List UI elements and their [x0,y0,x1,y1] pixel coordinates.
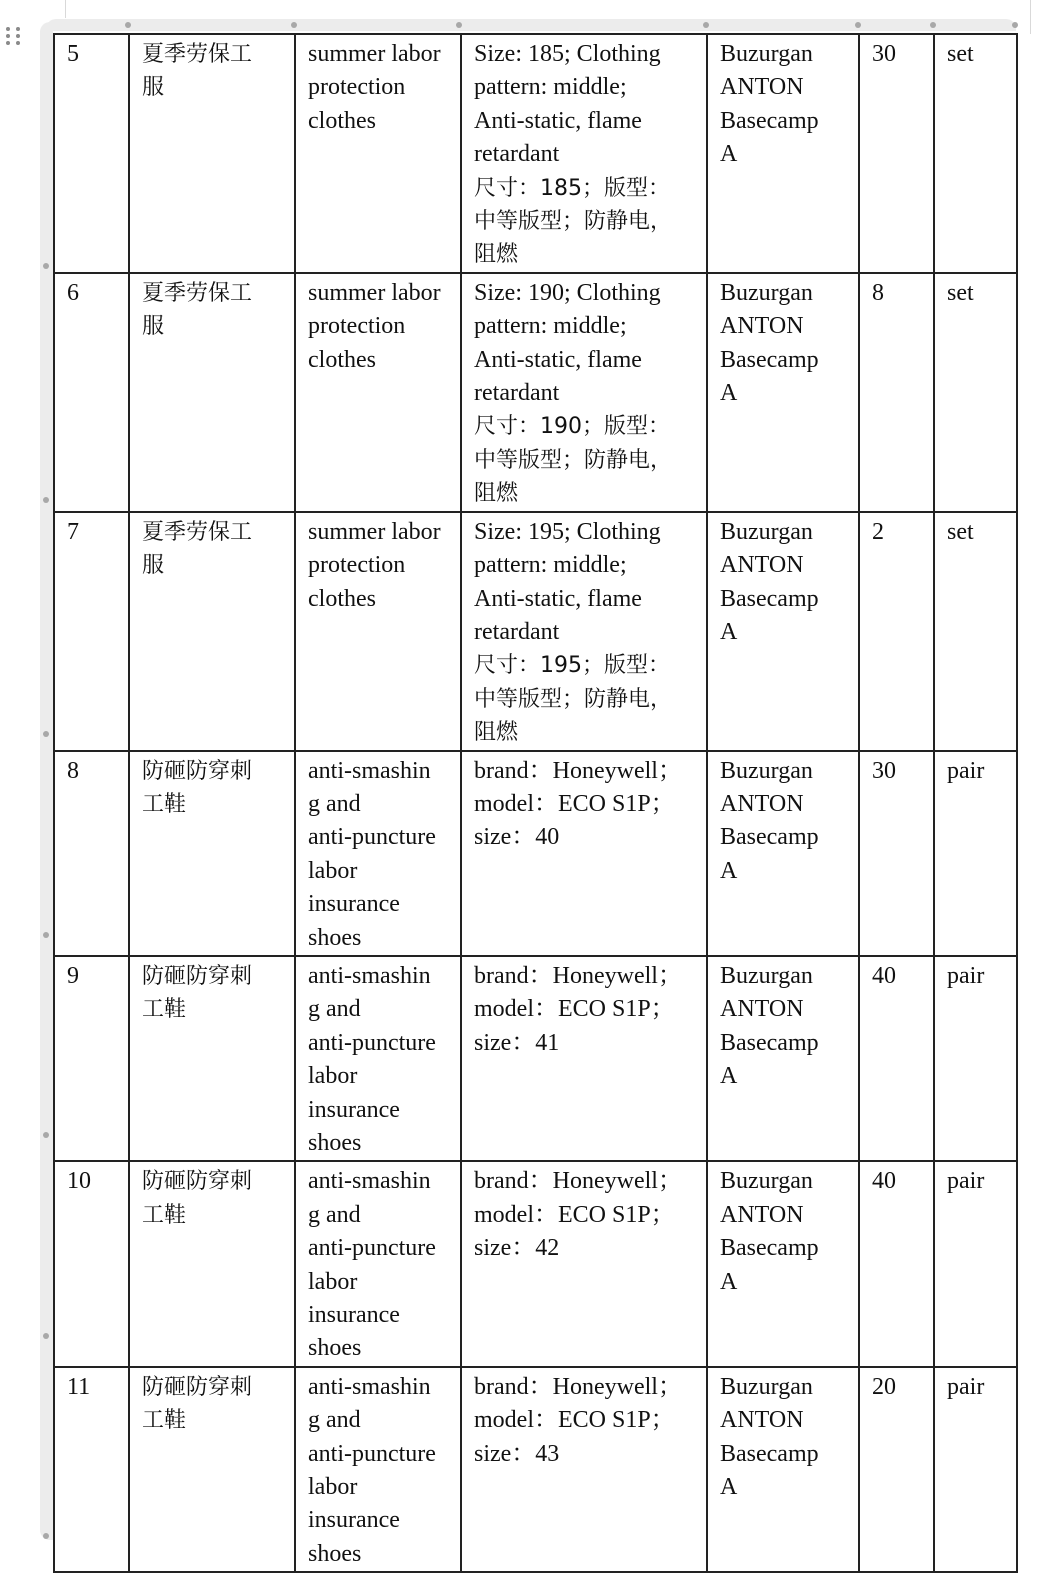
item-name-zh-cell-line: 防砸防穿刺 [142,1169,253,1195]
item-spec-cell-line: size：43 [474,1440,560,1467]
item-number-cell[interactable] [54,1161,129,1366]
delivery-location-cell-line: ANTON [720,1407,804,1434]
delivery-location-cell-line: Buzurgan [720,41,813,67]
unit-cell-text: set [947,41,974,67]
item-name-zh-cell-line: 工鞋 [142,1408,187,1434]
item-spec-cell-line: brand：Honeywell； [474,1373,682,1400]
item-spec-cell-line: size：40 [474,824,560,851]
delivery-location-cell-line: Basecamp [720,346,819,373]
item-name-en-cell-line: clothes [308,346,376,373]
item-name-zh-cell-line: 夏季劳保工 [142,280,253,306]
item-spec-cell-line: 尺寸：185；版型： [474,175,670,201]
item-name-en-cell-line: anti-smashin [308,1373,431,1400]
item-spec-cell[interactable] [461,956,707,1161]
item-spec-cell-line: Anti-static, flame [474,346,642,373]
page-edge [65,0,66,18]
item-name-en-cell-line: shoes [308,1130,362,1156]
item-name-zh-cell-line: 工鞋 [142,997,187,1023]
quantity-cell-text: 20 [872,1373,896,1400]
item-spec-cell[interactable] [461,1161,707,1366]
delivery-location-cell-line: A [720,857,738,884]
item-number-cell[interactable] [54,956,129,1161]
item-name-en-cell-line: shoes [308,924,362,951]
delivery-location-cell-line: Basecamp [720,1029,819,1056]
item-name-en-cell-line: labor [308,1268,358,1295]
item-name-en-cell-line: summer labor [308,279,441,306]
item-name-en-cell-line: g and [308,1201,361,1228]
table-row [54,512,1017,751]
quantity-cell[interactable] [859,512,934,751]
row-resize-handle[interactable] [43,1533,49,1539]
item-name-en-cell-line: anti-smashin [308,1168,431,1195]
item-name-en-cell-line: anti-puncture [308,1235,436,1262]
table-row [54,1367,1017,1572]
unit-cell-text: set [947,518,974,545]
item-name-en-cell-line: insurance [308,1507,400,1534]
item-spec-cell-line: 中等版型；防静电， [474,209,673,235]
item-name-en-cell-line: protection [308,74,406,101]
item-name-zh-cell[interactable] [129,751,295,956]
column-resize-handle[interactable] [1012,22,1018,28]
table-row-ruler [40,22,53,1540]
delivery-location-cell-line: Buzurgan [720,518,813,545]
column-resize-handle[interactable] [291,22,297,28]
item-spec-cell-line: 尺寸：190；版型： [474,414,670,440]
item-spec-cell-line: size：41 [474,1029,560,1056]
item-name-en-cell-line: anti-puncture [308,1440,436,1467]
delivery-location-cell-line: A [720,1268,738,1295]
item-name-zh-cell-line: 服 [142,553,165,579]
item-name-zh-cell[interactable] [129,1367,295,1572]
item-spec-cell-line: Anti-static, flame [474,107,642,134]
delivery-location-cell[interactable] [707,751,859,956]
item-spec-cell-line: brand：Honeywell； [474,962,682,989]
item-name-zh-cell[interactable] [129,512,295,751]
item-spec-cell[interactable] [461,34,707,273]
item-number-cell-text: 10 [67,1168,91,1195]
quantity-cell-text: 30 [872,41,896,67]
item-name-zh-cell-line: 防砸防穿刺 [142,963,253,989]
item-number-cell[interactable] [54,751,129,956]
item-name-en-cell-line: anti-smashin [308,962,431,989]
unit-cell-text: pair [947,962,985,989]
unit-cell[interactable] [934,512,1017,751]
delivery-location-cell-line: Buzurgan [720,962,813,989]
item-name-en-cell-line: clothes [308,585,376,612]
item-spec-cell-line: Size: 185; Clothing [474,41,661,67]
item-name-en-cell-line: labor [308,1474,358,1501]
delivery-location-cell-line: Basecamp [720,824,819,851]
row-resize-handle[interactable] [43,932,49,938]
item-name-en-cell-line: clothes [308,107,376,134]
delivery-location-cell[interactable] [707,512,859,751]
unit-cell[interactable] [934,34,1017,273]
row-resize-handle[interactable] [43,263,49,269]
item-name-en-cell-line: summer labor [308,518,441,545]
item-spec-cell-line: retardant [474,141,560,168]
delivery-location-cell-line: Basecamp [720,585,819,612]
delivery-location-cell[interactable] [707,1161,859,1366]
item-number-cell-text: 8 [67,757,79,784]
row-resize-handle[interactable] [43,497,49,503]
items-table [53,33,1018,1573]
item-spec-cell-line: retardant [474,618,560,645]
delivery-location-cell-line: Basecamp [720,107,819,134]
unit-cell-text: pair [947,1373,985,1400]
delivery-location-cell[interactable] [707,1367,859,1572]
page-edge [1030,0,1031,34]
table-row [54,34,1017,273]
item-number-cell[interactable] [54,512,129,751]
delivery-location-cell-line: ANTON [720,74,804,101]
delivery-location-cell-line: Basecamp [720,1235,819,1262]
table-column-ruler [46,19,1016,31]
item-name-en-cell[interactable] [295,956,461,1161]
item-name-zh-cell-line: 工鞋 [142,1202,187,1228]
unit-cell[interactable] [934,1161,1017,1366]
item-name-en-cell[interactable] [295,1161,461,1366]
item-name-en-cell[interactable] [295,34,461,273]
quantity-cell-text: 8 [872,279,884,306]
row-resize-handle[interactable] [43,1333,49,1339]
delivery-location-cell-line: A [720,1474,738,1501]
table-row [54,273,1017,512]
delivery-location-cell-line: ANTON [720,552,804,579]
unit-cell-text: set [947,279,974,306]
item-spec-cell-line: pattern: middle; [474,552,627,579]
item-name-en-cell-line: summer labor [308,41,441,67]
item-name-en-cell-line: g and [308,1407,361,1434]
table-row [54,751,1017,956]
delivery-location-cell[interactable] [707,273,859,512]
item-name-en-cell-line: anti-puncture [308,1029,436,1056]
column-resize-handle[interactable] [855,22,861,28]
delivery-location-cell-line: ANTON [720,790,804,817]
unit-cell[interactable] [934,751,1017,956]
quantity-cell[interactable] [859,1367,934,1572]
delivery-location-cell-line: A [720,618,738,645]
quantity-cell-text: 40 [872,962,896,989]
item-spec-cell[interactable] [461,1367,707,1572]
item-name-zh-cell[interactable] [129,34,295,273]
item-spec-cell-line: 阻燃 [474,242,519,268]
item-spec-cell-line: brand：Honeywell； [474,1168,682,1195]
item-name-zh-cell-line: 防砸防穿刺 [142,758,253,784]
quantity-cell[interactable] [859,34,934,273]
item-name-en-cell[interactable] [295,512,461,751]
delivery-location-cell-line: Buzurgan [720,1168,813,1195]
column-resize-handle[interactable] [456,22,462,28]
item-name-en-cell-line: labor [308,1063,358,1090]
item-name-en-cell-line: shoes [308,1335,362,1362]
item-name-zh-cell-line: 夏季劳保工 [142,42,253,67]
item-name-zh-cell[interactable] [129,956,295,1161]
table-row [54,956,1017,1161]
item-name-en-cell-line: shoes [308,1540,362,1567]
table-row [54,1161,1017,1366]
item-spec-cell-line: pattern: middle; [474,313,627,340]
delivery-location-cell-line: A [720,1063,738,1090]
item-number-cell-text: 11 [67,1373,91,1400]
item-spec-cell-line: retardant [474,380,560,407]
item-name-zh-cell-line: 服 [142,75,165,101]
unit-cell[interactable] [934,273,1017,512]
quantity-cell[interactable] [859,956,934,1161]
item-name-zh-cell-line: 夏季劳保工 [142,519,253,545]
column-resize-handle[interactable] [125,22,131,28]
item-name-en-cell-line: insurance [308,1302,400,1329]
item-name-en-cell[interactable] [295,751,461,956]
item-number-cell[interactable] [54,34,129,273]
item-spec-cell-line: model：ECO S1P； [474,790,675,817]
unit-cell-text: pair [947,1168,985,1195]
item-spec-cell-line: size：42 [474,1235,560,1262]
delivery-location-cell[interactable] [707,956,859,1161]
item-spec-cell[interactable] [461,512,707,751]
item-name-en-cell[interactable] [295,1367,461,1572]
item-spec-cell-line: 阻燃 [474,481,519,507]
table-drag-handle-icon[interactable] [6,27,22,49]
item-number-cell-text: 5 [67,41,79,67]
delivery-location-cell[interactable] [707,34,859,273]
item-name-zh-cell-line: 服 [142,314,165,340]
row-resize-handle[interactable] [43,1132,49,1138]
item-number-cell-text: 6 [67,279,79,306]
item-name-en-cell-line: labor [308,857,358,884]
row-resize-handle[interactable] [43,731,49,737]
delivery-location-cell-line: Basecamp [720,1440,819,1467]
unit-cell[interactable] [934,956,1017,1161]
item-spec-cell-line: pattern: middle; [474,74,627,101]
quantity-cell-text: 30 [872,757,896,784]
item-spec-cell-line: model：ECO S1P； [474,1407,675,1434]
item-name-en-cell[interactable] [295,273,461,512]
item-name-en-cell-line: protection [308,313,406,340]
item-spec-cell-line: Size: 190; Clothing [474,279,661,306]
quantity-cell[interactable] [859,273,934,512]
item-name-en-cell-line: g and [308,790,361,817]
delivery-location-cell-line: Buzurgan [720,279,813,306]
quantity-cell-text: 40 [872,1168,896,1195]
item-spec-cell-line: 中等版型；防静电， [474,447,673,473]
delivery-location-cell-line: Buzurgan [720,1373,813,1400]
column-resize-handle[interactable] [930,22,936,28]
item-spec-cell-line: 中等版型；防静电， [474,686,673,712]
item-spec-cell-line: Anti-static, flame [474,585,642,612]
item-name-en-cell-line: insurance [308,1096,400,1123]
item-number-cell-text: 7 [67,518,79,545]
column-resize-handle[interactable] [703,22,709,28]
item-name-zh-cell[interactable] [129,273,295,512]
item-spec-cell-line: Size: 195; Clothing [474,518,661,545]
item-name-zh-cell[interactable] [129,1161,295,1366]
item-name-en-cell-line: g and [308,996,361,1023]
item-spec-cell-line: model：ECO S1P； [474,996,675,1023]
delivery-location-cell-line: Buzurgan [720,757,813,784]
item-name-zh-cell-line: 工鞋 [142,791,187,817]
delivery-location-cell-line: ANTON [720,313,804,340]
unit-cell-text: pair [947,757,985,784]
item-number-cell-text: 9 [67,962,79,989]
item-name-en-cell-line: anti-smashin [308,757,431,784]
item-spec-cell-line: brand：Honeywell； [474,757,682,784]
item-spec-cell[interactable] [461,751,707,956]
delivery-location-cell-line: ANTON [720,1201,804,1228]
item-spec-cell-line: 尺寸：195；版型： [474,653,670,679]
item-number-cell[interactable] [54,1367,129,1572]
delivery-location-cell-line: A [720,141,738,168]
item-name-en-cell-line: protection [308,552,406,579]
item-name-en-cell-line: anti-puncture [308,824,436,851]
quantity-cell[interactable] [859,751,934,956]
delivery-location-cell-line: ANTON [720,996,804,1023]
quantity-cell[interactable] [859,1161,934,1366]
item-spec-cell[interactable] [461,273,707,512]
item-number-cell[interactable] [54,273,129,512]
unit-cell[interactable] [934,1367,1017,1572]
item-spec-cell-line: model：ECO S1P； [474,1201,675,1228]
quantity-cell-text: 2 [872,518,884,545]
item-name-zh-cell-line: 防砸防穿刺 [142,1374,253,1400]
item-spec-cell-line: 阻燃 [474,720,519,746]
item-name-en-cell-line: insurance [308,891,400,918]
delivery-location-cell-line: A [720,380,738,407]
